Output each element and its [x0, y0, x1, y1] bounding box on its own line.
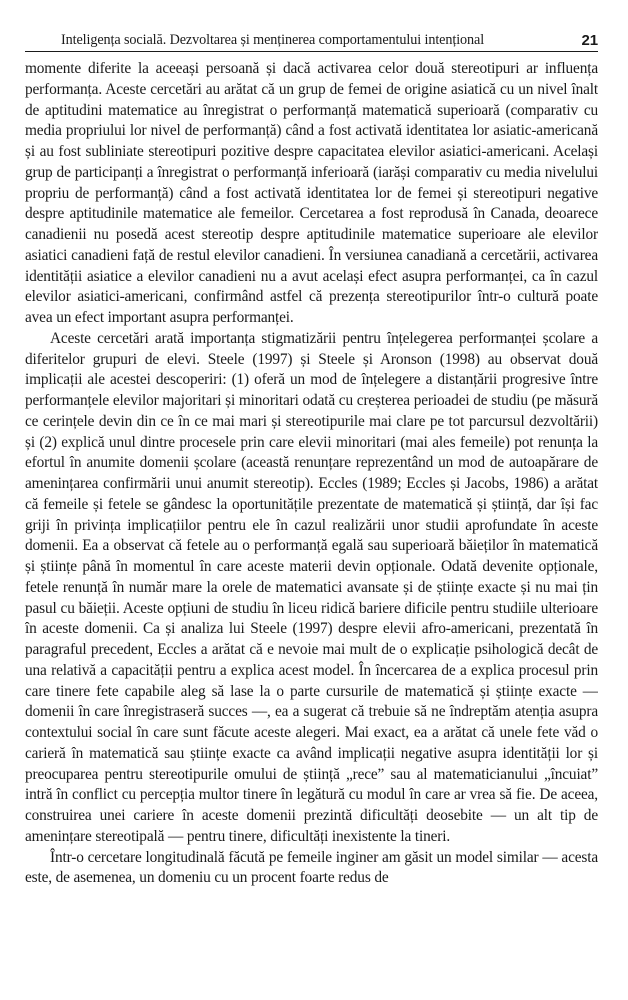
page-number: 21 [581, 32, 598, 49]
paragraph: Aceste cercetări arată importanța stigmatizării pentru înțelegerea performanței școlare a diferitelor grupuri de elevi. Steele (1997) și Steele și Aronson (1998) au observat două implicații ale acestei descoperiri: (1) oferă un mod de înțelegere a distanțării progresive între performanțele elevilor majoritari și minoritari odată cu creșterea perioadei de studiu (pe măsură ce cerințele devin din ce în ce mai mari și stereotipurile mai clare pe tot parcursul dezvoltării) și (2) explică unul dintre procesele prin care elevii minoritari (mai ales femeile) pot renunța la efortul în anumite domenii școlare (această renunțare reprezentând un mod de autoapărare de amenințarea confirmării unui anumit stereotip). Eccles (1989; Eccles și Jacobs, 1986) a arătat că femeile și fetele se gândesc la oportunitățile prezentate de matematică și știință, dar își fac griji în privința implicațiilor pentru ele în cazul realizării unor studii aprofundate în aceste domenii. Ea a observat că fetele au o performanță egală sau superioară băieților în matematică și științe până în momentul în care aceste materii devin opționale. Odată devenite opționale, fetele renunță în număr mare la orele de matematici avansate și de științe exacte și nu mai țin pasul cu băieții. Aceste opțiuni de studiu în liceu ridică bariere dificile pentru studiile ulterioare în aceste domenii. Ca și analiza lui Steele (1997) despre elevii afro-americani, prezentată în paragraful precedent, Eccles a arătat că e nevoie mai mult de o explicație psihologică decât de una relativă a capacității pentru a explica acest model. În încercarea de a explica procesul prin care tinere fete capabile aleg să lase la o parte cursurile de matematică și științe exacte — domenii în care înregistraseră succes —, ea a sugerat că trebuie să ne îndreptăm atenția asupra contextului social în care sunt făcute aceste alegeri. Mai exact, ea a arătat că unele fete văd o carieră în matematică sau științe exacte ca având implicații negative asupra identității lor și preocuparea pentru stereotipurile omului de știință „rece” sau al matematicianului „încuiat” intră în conflict cu percepția multor tinere în legătură cu modul în care ar vrea să fie. De aceea, construirea unei cariere în aceste domenii prezintă dificultăți deosebite — un alt tip de amenințare stereotipală — pentru tinere, dificultăți inexistente la tineri. [25, 329, 598, 845]
paragraph-continued: momente diferite la aceeași persoană și dacă activarea celor două stereotipuri ar influența performanța. Aceste cercetări au arătat că un grup de femei de origine asiatică cu un nivel înalt de aptitudini matematice au înregistrat o performanță matematică superioară (comparativ cu media propriului lor nivel de performanță) când a fost activată identitatea lor asiatic-americană și au fost subliniate stereotipuri pozitive despre capacitatea elevilor asiatici-americani. Același grup de participanți a înregistrat o performanță inferioară (iarăși comparativ cu media nivelului propriu de performanță) când a fost activată identitatea lor de femei și stereotipuri negative despre aptitudinile matematice ale femeilor. Cercetarea a fost reprodusă în Canada, deoarece canadienii nu posedă acest stereotip despre aptitudinile matematice superioare ale elevilor asiatici canadieni față de restul elevilor canadieni. În versiunea canadiană a cercetării, activarea identității asiatice a elevilor canadieni nu a avut același efect asupra performanței, ca în cazul elevilor asiatici-americani, confirmând astfel că prezența stereotipurilor într-o cultură poate avea un efect important asupra performanței. [25, 60, 598, 326]
book-page [25, 32, 598, 992]
paragraph: Într-o cercetare longitudinală făcută pe femeile inginer am găsit un model similar — acesta este, de asemenea, un domeniu cu un procent foarte redus de [25, 848, 598, 887]
body-text [25, 59, 598, 889]
running-header [25, 32, 598, 52]
running-title: Inteligența socială. Dezvoltarea și menținerea comportamentului intențional [61, 32, 485, 48]
